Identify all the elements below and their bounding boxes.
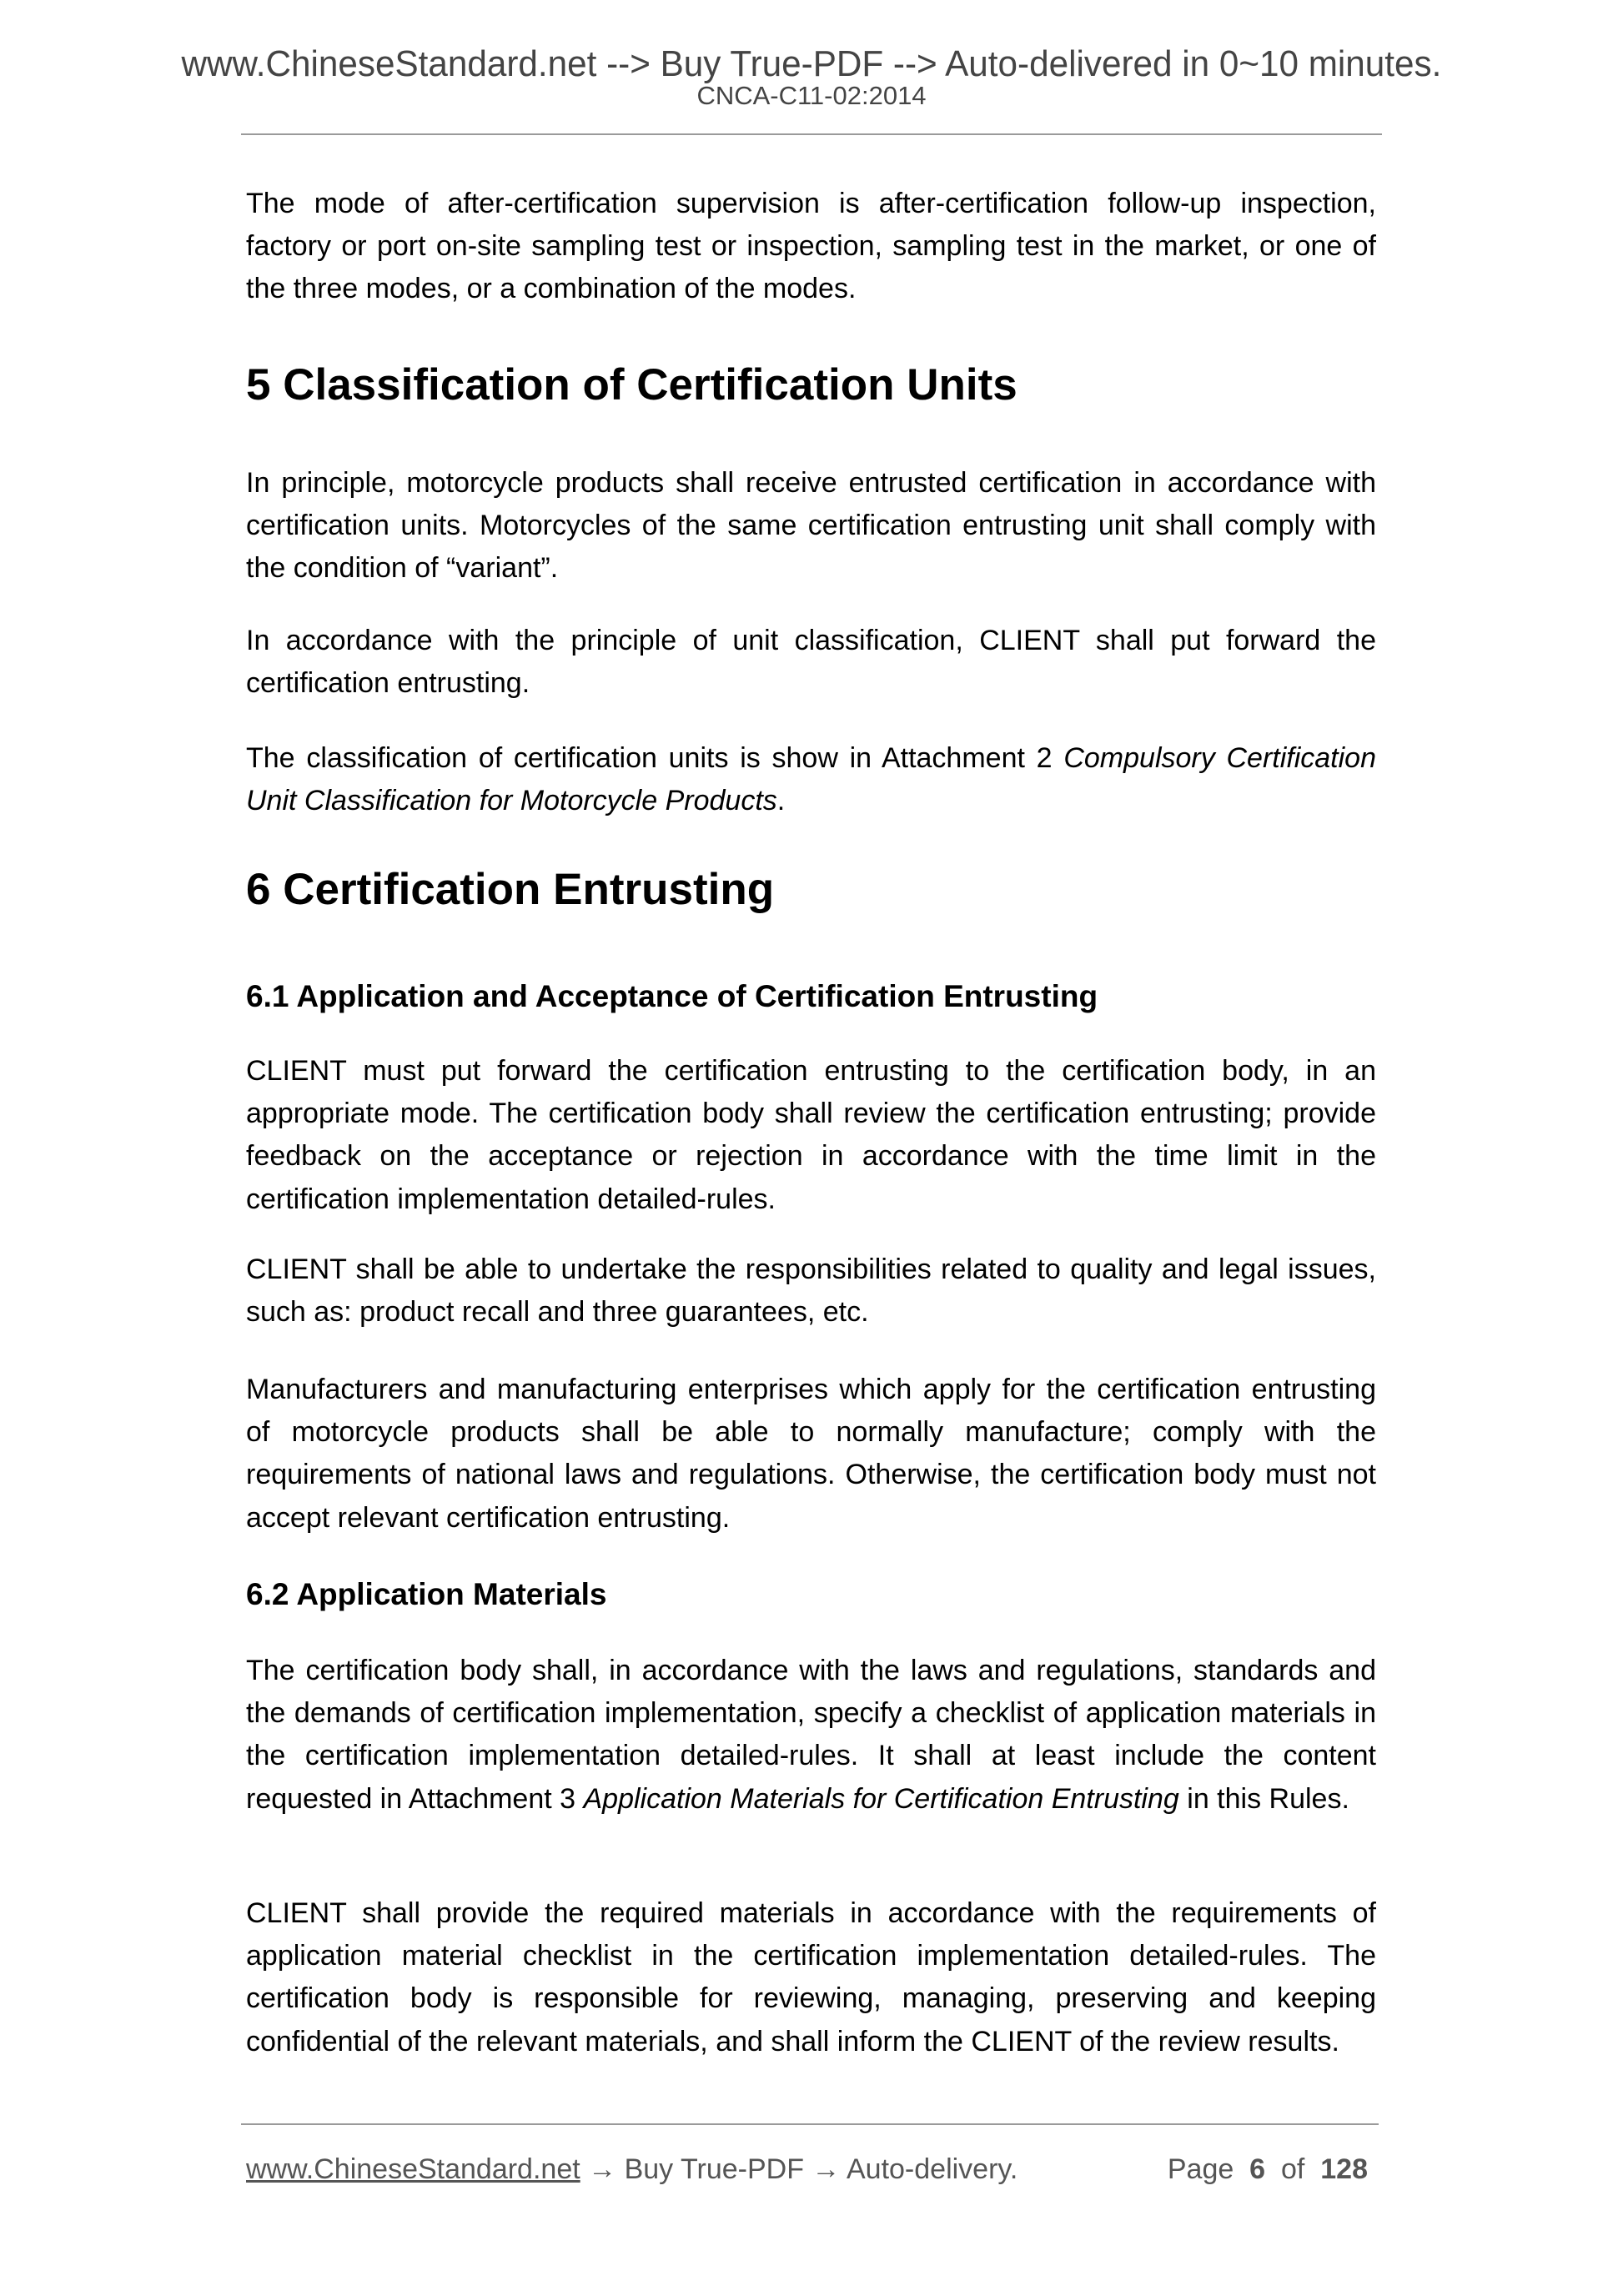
paragraph-text: The certification body shall, in accordance with the laws and regulations, standards and the demands of certification implementation, specify a checklist of application materials in the certification implementation detailed-rules. It shall at least include the content requested in Attachment 3 bbox=[246, 1655, 1376, 1815]
paragraph-unit-classification: In accordance with the principle of unit classification, CLIENT shall put forward the certification entrusting. bbox=[246, 625, 1376, 700]
section-5-heading: 5 Classification of Certification Units bbox=[246, 360, 1018, 409]
paragraph-supervision-mode: The mode of after-certification supervision is after-certification follow-up inspection, factory or port on-site sampling test or inspection, sampling test in the market, or one of the three modes, or a combination of the modes. bbox=[246, 188, 1376, 305]
paragraph-manufacturers: Manufacturers and manufacturing enterprises which apply for the certification entrusting of motorcycle products shall be able to normally manufacture; comply with the requirements of national laws and regulations. Otherwise, the certification body must not accept relevant certification entrusting. bbox=[246, 1374, 1376, 1534]
paragraph-client-responsibilities: CLIENT shall be able to undertake the responsibilities related to quality and legal issues, such as: product recall and three guarantees, etc. bbox=[246, 1254, 1376, 1329]
paragraph-text: The classification of certification units is show in Attachment 2 bbox=[246, 742, 1064, 774]
document-code: CNCA-C11-02:2014 bbox=[696, 81, 927, 110]
page-label: Page bbox=[1167, 2153, 1234, 2185]
paragraph-text: in this Rules. bbox=[1178, 1782, 1349, 1815]
page-indicator bbox=[1168, 2152, 1368, 2187]
header-divider bbox=[241, 133, 1382, 135]
page-total: 128 bbox=[1320, 2153, 1368, 2185]
attachment-3-title: Application Materials for Certification Entrusting bbox=[583, 1782, 1179, 1815]
attachment-2-title: Compulsory Certification Unit Classification for Motorcycle Products bbox=[246, 742, 1376, 817]
page-current: 6 bbox=[1249, 2153, 1266, 2185]
page-footer bbox=[246, 2152, 1368, 2187]
paragraph-entrusting-submission: CLIENT must put forward the certification entrusting to the certification body, in an appropriate mode. The certification body shall review the certification entrusting; provide feedback on the acceptance or rejection in accordance with the time limit in the certification implementation detailed-rules. bbox=[246, 1055, 1376, 1215]
paragraph-text: . bbox=[776, 785, 786, 817]
section-6-2-heading: 6.2 Application Materials bbox=[246, 1577, 607, 1611]
chinesestandard-link[interactable]: www.ChineseStandard.net bbox=[246, 2153, 580, 2185]
page-of-label: of bbox=[1281, 2153, 1305, 2185]
footer-tagline: → Buy True-PDF → Auto-delivery. bbox=[580, 2153, 1018, 2185]
section-6-1-heading: 6.1 Application and Acceptance of Certification Entrusting bbox=[246, 979, 1098, 1013]
section-6-heading: 6 Certification Entrusting bbox=[246, 865, 775, 914]
footer-divider bbox=[241, 2123, 1379, 2125]
paragraph-unit-principle: In principle, motorcycle products shall receive entrusted certification in accordance with certification units. Motorcycles of the same certification entrusting unit shall comply with the condition of “variant”. bbox=[246, 467, 1376, 585]
paragraph-attachment-2 bbox=[246, 737, 1376, 822]
header-banner: www.ChineseStandard.net --> Buy True-PDF --> Auto-delivered in 0~10 minutes. bbox=[181, 43, 1442, 84]
paragraph-application-checklist bbox=[246, 1650, 1376, 1821]
paragraph-client-materials: CLIENT shall provide the required materials in accordance with the requirements of application material checklist in the certification implementation detailed-rules. The certification body is responsible for reviewing, managing, preserving and keeping confidential of the relevant materials, and shall inform the CLIENT of the review results. bbox=[246, 1897, 1376, 2057]
